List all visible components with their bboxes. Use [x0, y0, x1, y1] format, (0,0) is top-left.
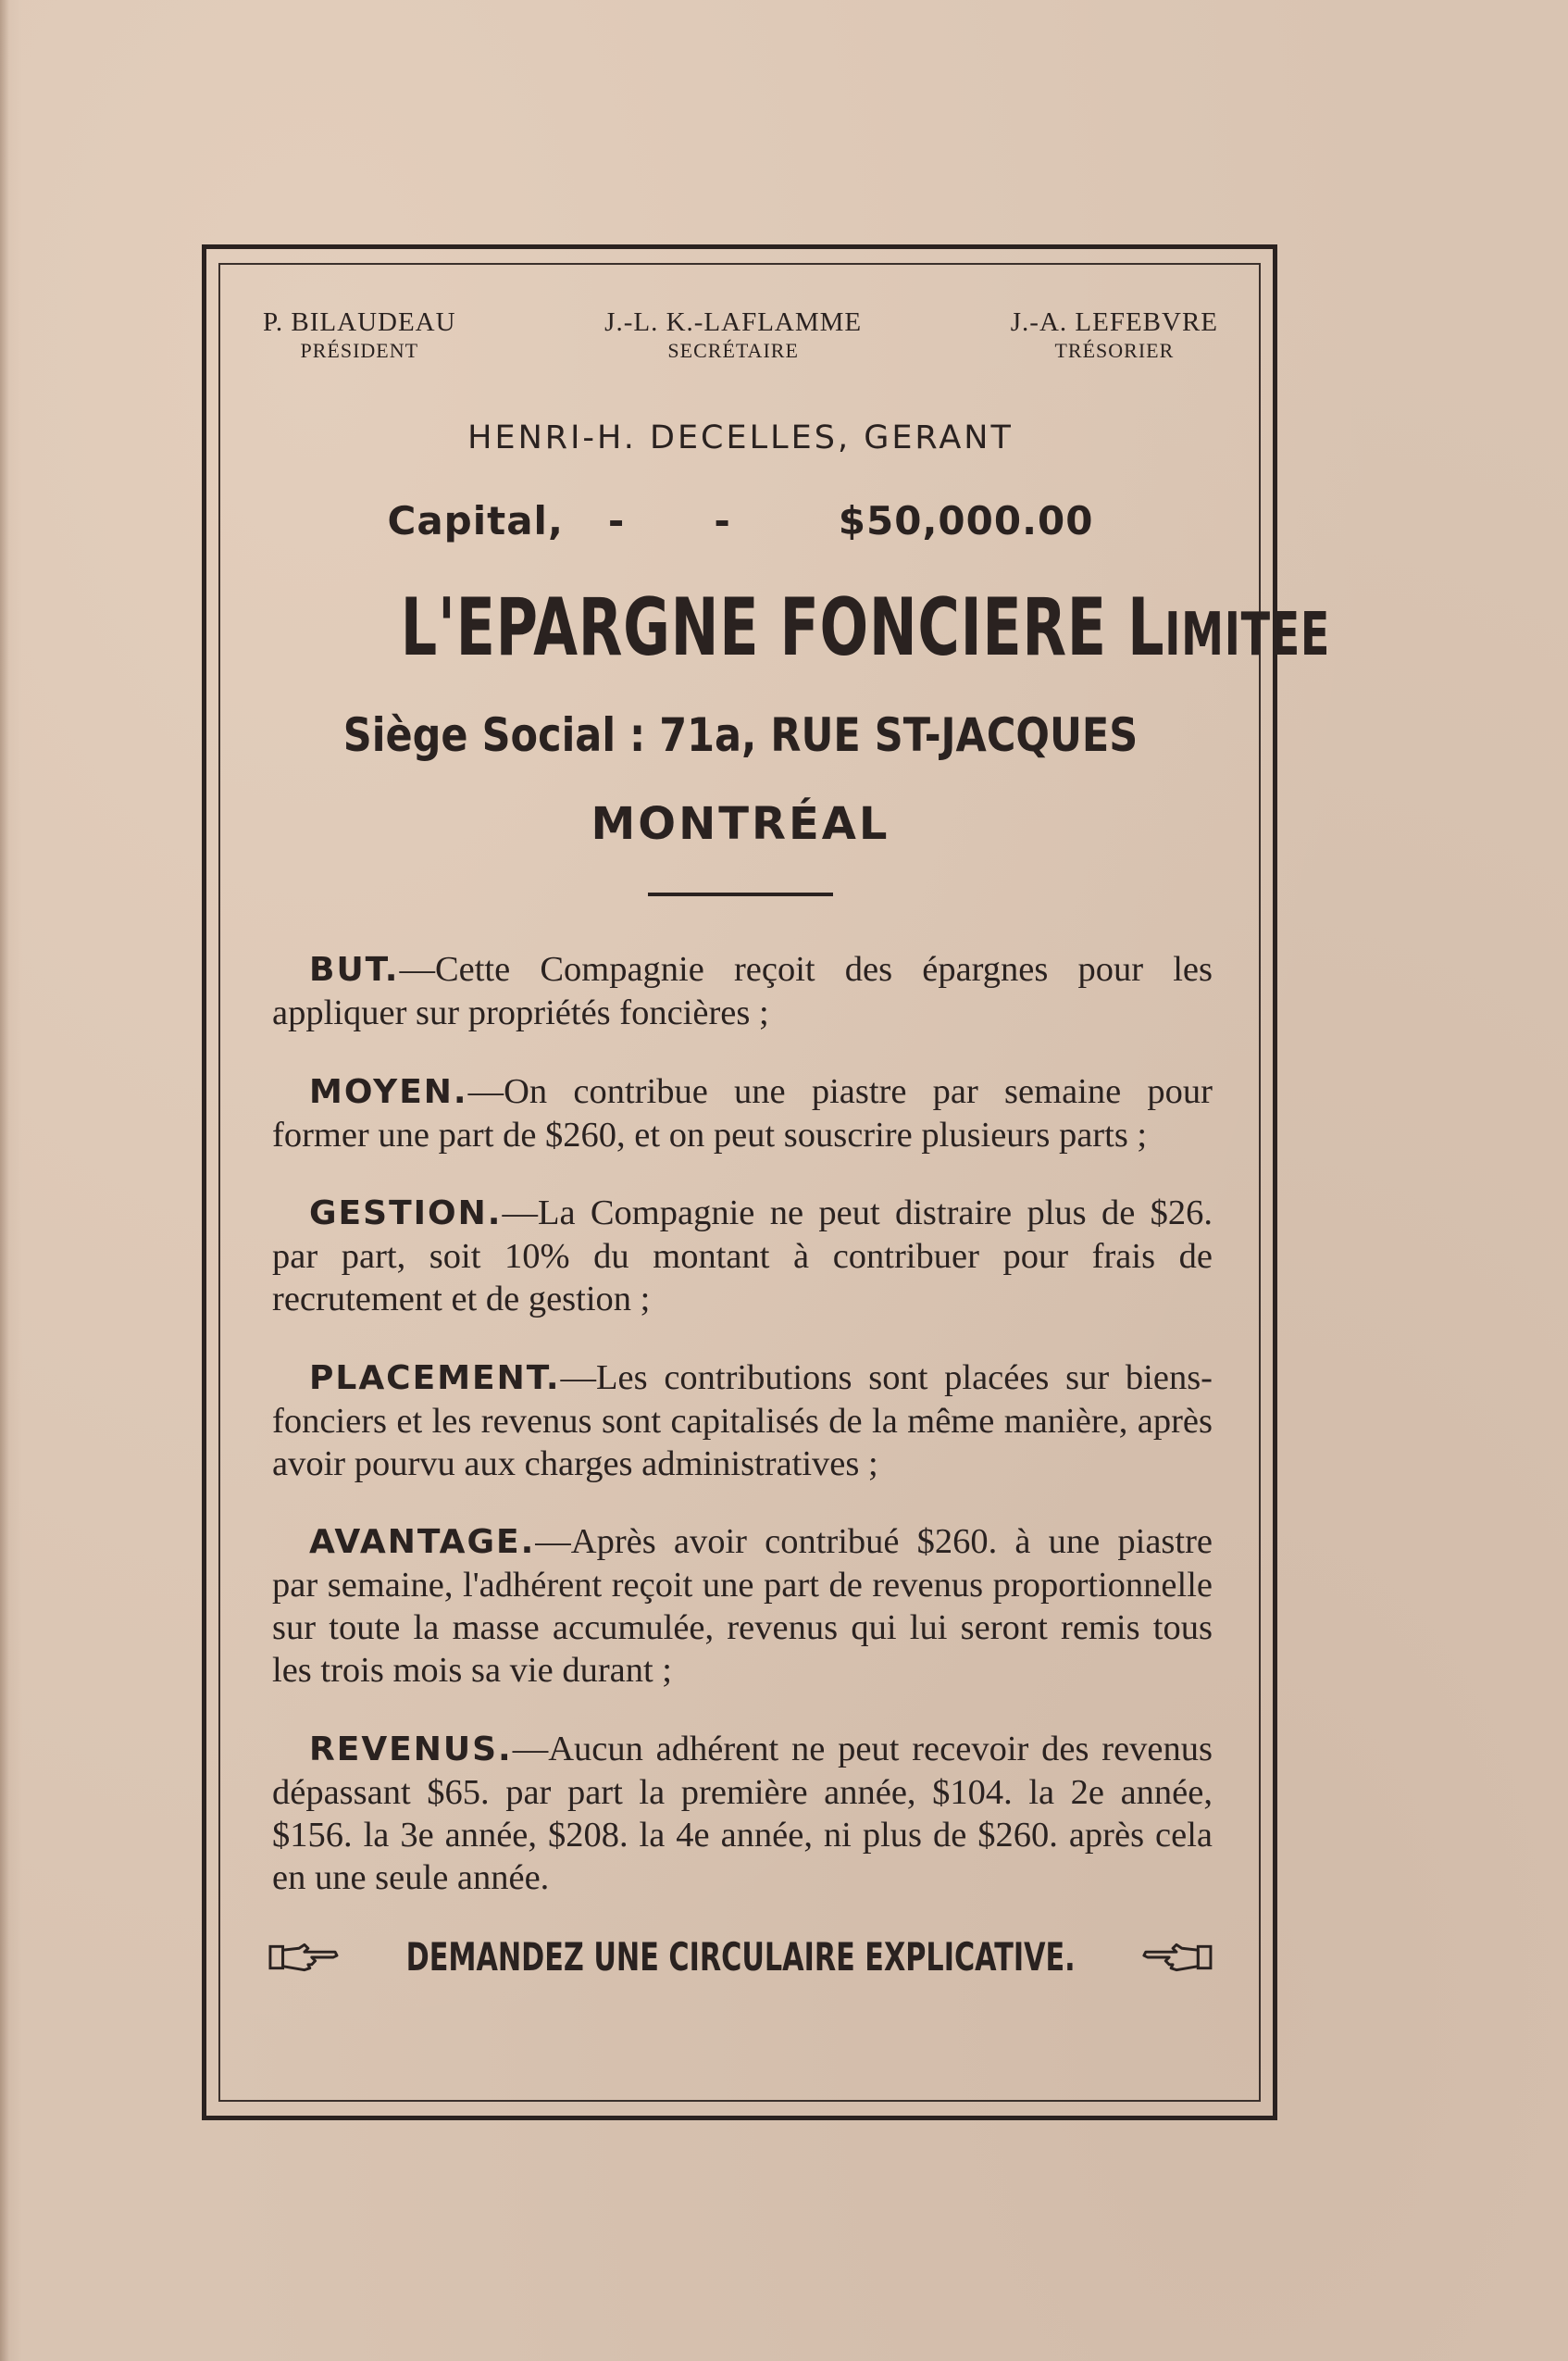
- section-heading: BUT.: [309, 951, 400, 989]
- section-text: —On contribue une piastre par semaine pour former une part de $260, et on peut souscrire plusieurs parts ;: [272, 1071, 1213, 1155]
- footer-text: DEMANDEZ UNE CIRCULAIRE EXPLICATIVE.: [405, 1933, 1076, 1980]
- footer-call-to-action: [268, 1932, 1213, 1982]
- capital-line: [268, 496, 1213, 546]
- company-name-main: L'EPARGNE FONCIERE: [400, 581, 1107, 674]
- officer-secretary: [604, 306, 862, 363]
- capital-amount: $50,000.00: [838, 498, 1094, 543]
- section-heading: REVENUS.: [309, 1730, 513, 1768]
- section-placement: [272, 1356, 1213, 1485]
- section-heading: MOYEN.: [309, 1072, 468, 1111]
- head-office-address: Siège Social : 71a, RUE ST-JACQUES: [342, 708, 1139, 762]
- capital-dash: -: [714, 498, 731, 543]
- section-gestion: [272, 1192, 1213, 1320]
- officer-name: P. BILAUDEAU: [263, 307, 456, 337]
- advertisement-content: [263, 306, 1331, 1982]
- section-text: —La Compagnie ne peut distraire plus de $26. par part, soit 10% du montant à contribuer pour frais de recrutement et de gestion ;: [272, 1193, 1213, 1318]
- officer-title: PRÉSIDENT: [300, 339, 419, 362]
- section-heading: PLACEMENT.: [309, 1358, 561, 1397]
- section-revenus: [272, 1728, 1213, 1899]
- section-moyen: [272, 1070, 1213, 1156]
- section-heading: AVANTAGE.: [309, 1523, 536, 1561]
- officer-president: [263, 306, 456, 363]
- officer-title: SECRÉTAIRE: [667, 339, 799, 362]
- officer-treasurer: [1011, 306, 1218, 363]
- officers-row: [263, 306, 1218, 363]
- officer-name: J.-L. K.-LAFLAMME: [604, 307, 863, 337]
- manager-line: HENRI-H. DECELLES, GERANT: [467, 419, 1014, 456]
- section-text: —Après avoir contribué $260. à une piastre par semaine, l'adhérent reçoit une part de revenus proportionnelle sur toute la masse accumulée, revenus qui lui seront remis tous les trois mois sa vie durant ;: [272, 1522, 1213, 1690]
- pointing-hand-right-icon: [268, 1939, 341, 1976]
- company-suffix-initial: L: [1127, 581, 1165, 674]
- city: MONTRÉAL: [591, 798, 890, 850]
- company-suffix-rest: IMITEE: [1164, 601, 1331, 669]
- capital-dash: -: [607, 498, 626, 543]
- company-name: [400, 580, 1331, 683]
- officer-title: TRÉSORIER: [1054, 339, 1175, 362]
- section-but: [272, 948, 1213, 1034]
- section-text: —Cette Compagnie reçoit des épargnes pour les appliquer sur propriétés foncières ;: [272, 950, 1213, 1032]
- section-avantage: [272, 1520, 1213, 1692]
- divider-rule: [648, 893, 833, 896]
- section-text: —Les contributions sont placées sur biens-fonciers et les revenus sont capitalisés de la même manière, après avoir pourvu aux charges administratives ;: [272, 1357, 1213, 1483]
- officer-name: J.-A. LEFEBVRE: [1010, 307, 1218, 337]
- section-text: —Aucun adhérent ne peut recevoir des revenus dépassant $65. par part la première année, $104. la 2e année, $156. la 3e année, $208. la 4e année, ni plus de $260. après cela en une seule année.: [272, 1729, 1213, 1897]
- page-edge: [0, 0, 9, 2361]
- section-heading: GESTION.: [309, 1194, 503, 1232]
- pointing-hand-left-icon: [1140, 1939, 1213, 1976]
- capital-label: Capital,: [387, 498, 564, 543]
- terms-sections: [268, 948, 1213, 1899]
